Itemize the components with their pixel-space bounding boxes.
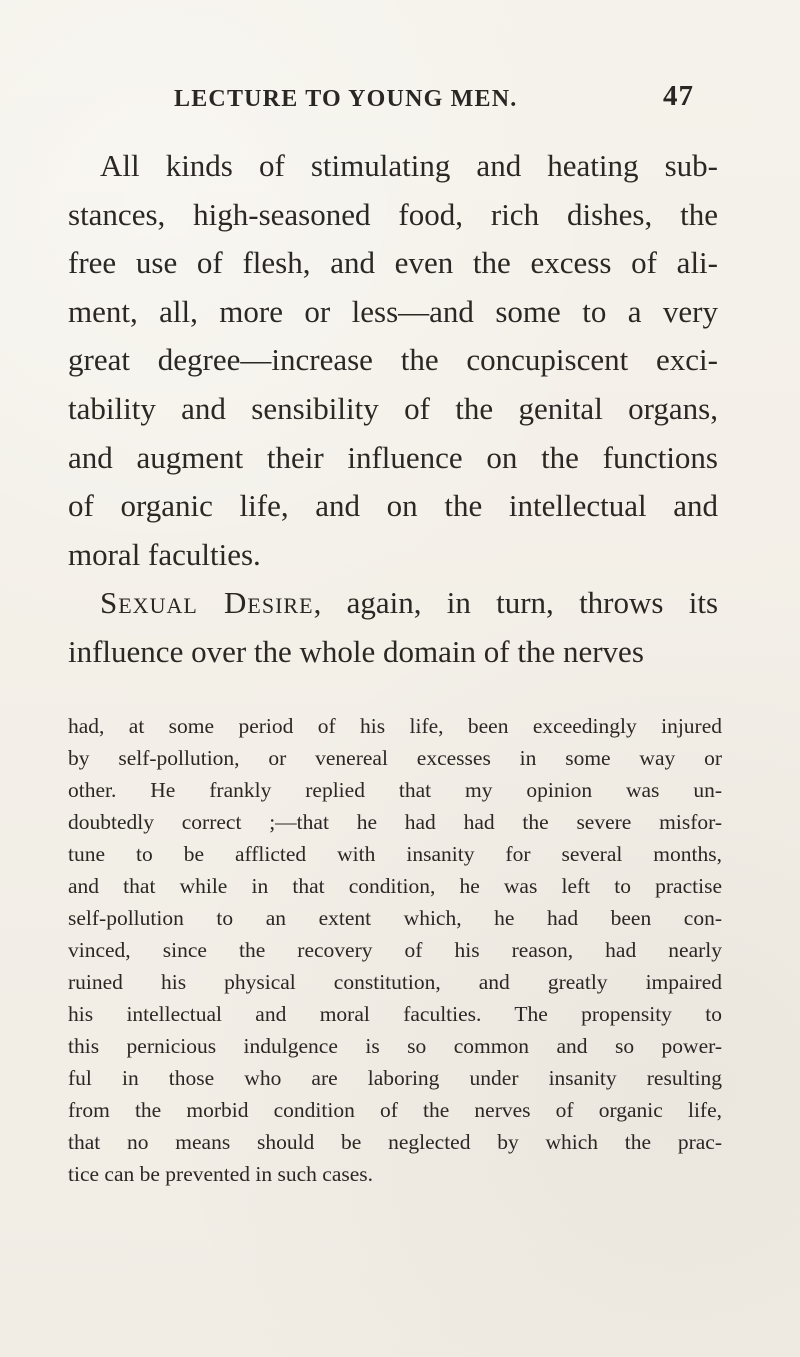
footnote-line: ful in those who are laboring under insanity resulting: [68, 1066, 722, 1090]
footnote-line: from the morbid condition of the nerves of organic life,: [68, 1098, 722, 1122]
footnote-line: other. He frankly replied that my opinion was un-: [68, 778, 722, 802]
footnote-line: had, at some period of his life, been exceedingly injured: [68, 714, 722, 738]
footnote-line: that no means should be neglected by which the prac-: [68, 1130, 722, 1154]
main-text-line: influence over the whole domain of the nerves: [68, 633, 644, 669]
running-head: [174, 80, 694, 118]
main-text-line: and augment their influence on the functions: [68, 439, 718, 475]
footnote-line: and that while in that condition, he was left to practise: [68, 874, 722, 898]
main-text-line: moral faculties.: [68, 536, 261, 572]
footnote-line: tice can be prevented in such cases.: [68, 1162, 374, 1186]
main-text-line: All kinds of stimulating and heating sub-: [100, 148, 718, 183]
main-text-line: of organic life, and on the intellectual and: [68, 488, 718, 524]
footnote-line: ruined his physical constitution, and greatly impaired: [68, 970, 722, 994]
main-text-line: stances, high-seasoned food, rich dishes, the: [68, 196, 718, 232]
sexual-desire-heading: Sexual Desire: [100, 585, 314, 621]
sexual-desire-continuation: , again, in turn, throws its: [313, 585, 719, 621]
footnote-line: his intellectual and moral faculties. The propensity to: [68, 1002, 722, 1026]
sexual-desire-line: [68, 579, 718, 628]
main-text-line: free use of flesh, and even the excess of ali-: [68, 245, 718, 281]
page-number: 47: [663, 80, 694, 112]
running-title: LECTURE TO YOUNG MEN.: [174, 86, 518, 112]
footnote-line: self-pollution to an extent which, he had been con-: [68, 906, 722, 930]
footnote-line: vinced, since the recovery of his reason, had nearly: [68, 938, 722, 962]
footnote-line: tune to be afflicted with insanity for several months,: [68, 842, 722, 866]
footnote-line: by self-pollution, or venereal excesses in some way or: [68, 746, 722, 770]
footnote: [68, 710, 722, 1190]
footnote-line: doubtedly correct ;—that he had had the severe misfor-: [68, 810, 722, 834]
main-text-line: great degree—increase the concupiscent exci-: [68, 342, 718, 378]
main-text: [68, 142, 718, 677]
footnote-line: this pernicious indulgence is so common and so power-: [68, 1034, 722, 1058]
main-text-line: ment, all, more or less—and some to a very: [68, 293, 718, 329]
main-text-line: tability and sensibility of the genital organs,: [68, 390, 718, 426]
